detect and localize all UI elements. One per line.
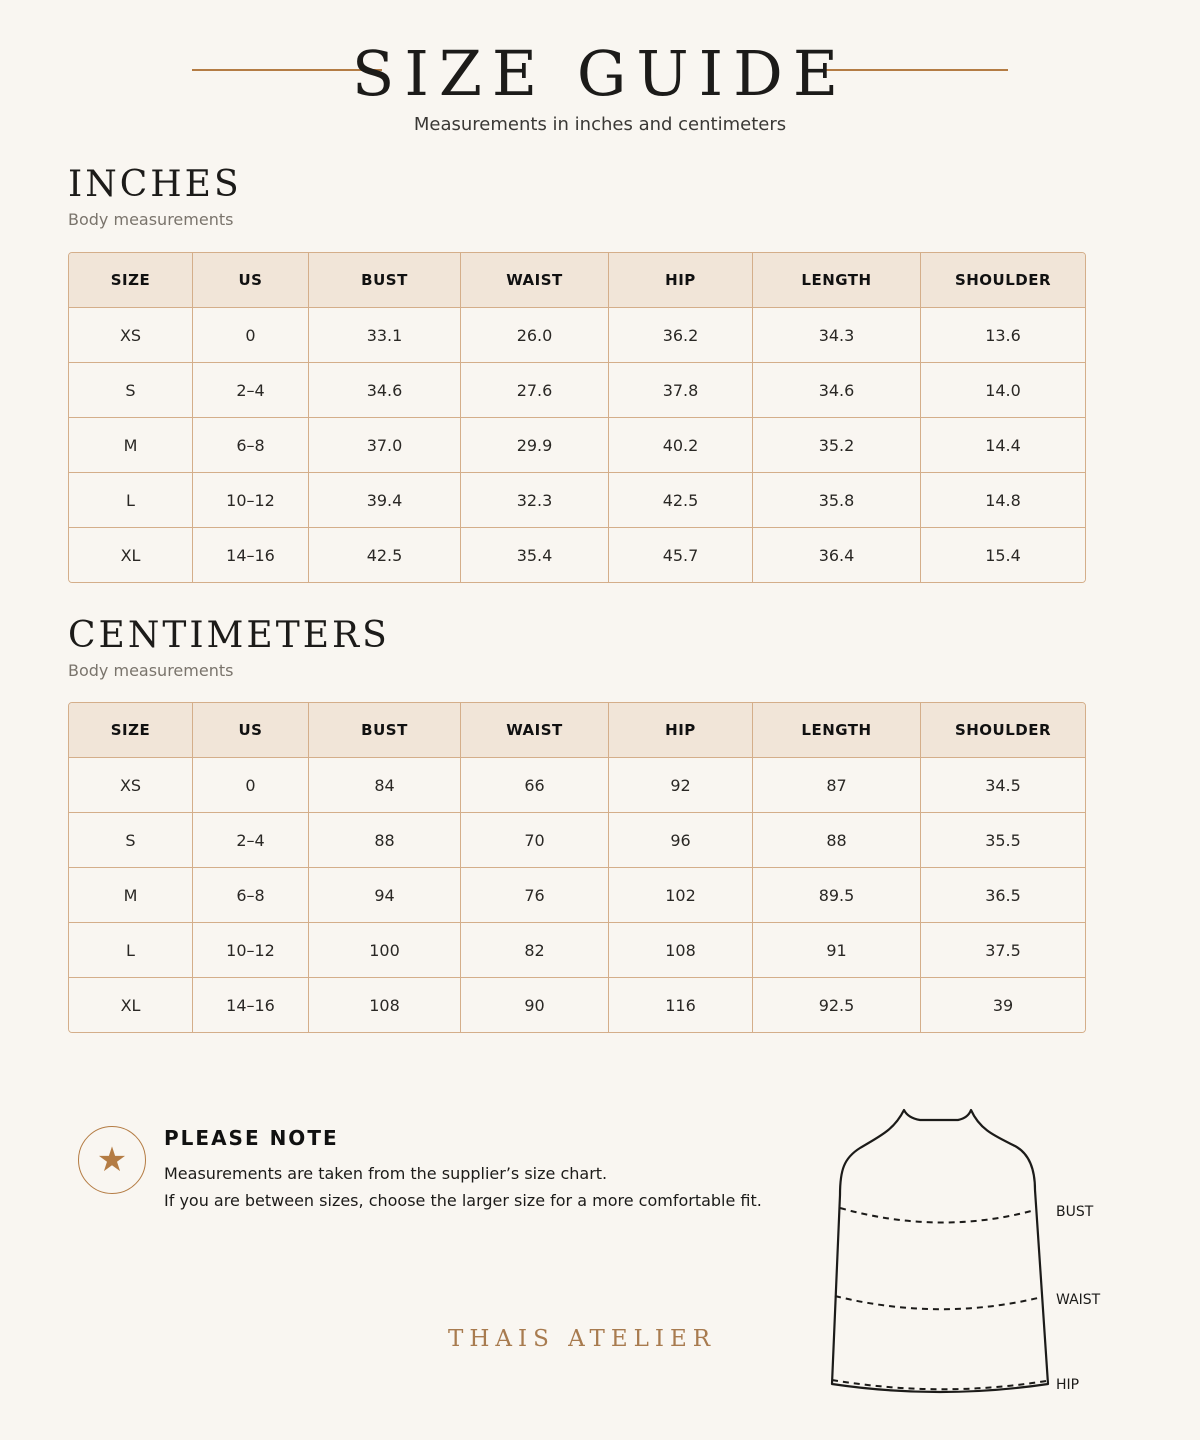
table-cell: 35.4 <box>461 528 609 582</box>
table-cell: 0 <box>193 308 309 363</box>
column-header: SIZE <box>69 253 193 308</box>
column-header: US <box>193 253 309 308</box>
table-cell: M <box>69 868 193 923</box>
inches-section-subtitle: Body measurements <box>68 210 234 229</box>
column-header: WAIST <box>461 703 609 758</box>
page-title: SIZE GUIDE <box>351 37 849 110</box>
table-cell: 34.5 <box>921 758 1085 813</box>
table-cell: 35.8 <box>753 473 921 528</box>
column-header: SHOULDER <box>921 253 1085 308</box>
table-cell: 14.4 <box>921 418 1085 473</box>
note-title: PLEASE NOTE <box>164 1126 339 1150</box>
table-cell: 37.5 <box>921 923 1085 978</box>
table-cell: 14.8 <box>921 473 1085 528</box>
table-cell: 33.1 <box>309 308 461 363</box>
table-cell: 2–4 <box>193 813 309 868</box>
garment-measurement-diagram <box>820 1100 1120 1410</box>
table-row <box>69 758 1085 813</box>
table-cell: 76 <box>461 868 609 923</box>
table-cell: 34.3 <box>753 308 921 363</box>
star-icon: ★ <box>78 1126 146 1194</box>
column-header: HIP <box>609 703 753 758</box>
centimeters-table <box>68 702 1086 1033</box>
table-cell: M <box>69 418 193 473</box>
table-cell: 27.6 <box>461 363 609 418</box>
table-row <box>69 308 1085 363</box>
column-header: US <box>193 703 309 758</box>
table-cell: 91 <box>753 923 921 978</box>
table-cell: 39.4 <box>309 473 461 528</box>
table-cell: 13.6 <box>921 308 1085 363</box>
table-cell: 90 <box>461 978 609 1032</box>
table-cell: 34.6 <box>753 363 921 418</box>
table-cell: 70 <box>461 813 609 868</box>
table-cell: XS <box>69 758 193 813</box>
table-cell: 2–4 <box>193 363 309 418</box>
waist-label: WAIST <box>1056 1292 1101 1308</box>
table-row <box>69 473 1085 528</box>
inches-table <box>68 252 1086 583</box>
table-cell: 42.5 <box>609 473 753 528</box>
table-cell: XL <box>69 978 193 1032</box>
table-cell: 14–16 <box>193 528 309 582</box>
column-header: BUST <box>309 703 461 758</box>
brand-name: THAIS ATELIER <box>448 1326 717 1352</box>
table-cell: 32.3 <box>461 473 609 528</box>
page-header <box>0 36 1200 146</box>
table-cell: 88 <box>753 813 921 868</box>
table-cell: 102 <box>609 868 753 923</box>
table-cell: 108 <box>309 978 461 1032</box>
table-cell: 14.0 <box>921 363 1085 418</box>
table-cell: L <box>69 923 193 978</box>
table-cell: 108 <box>609 923 753 978</box>
table-row <box>69 923 1085 978</box>
table-cell: 10–12 <box>193 923 309 978</box>
column-header: LENGTH <box>753 253 921 308</box>
inches-table-body <box>69 308 1085 582</box>
table-cell: 14–16 <box>193 978 309 1032</box>
note-line-2: If you are between sizes, choose the larger size for a more comfortable fit. <box>164 1191 762 1210</box>
column-header: SIZE <box>69 703 193 758</box>
hip-label: HIP <box>1056 1377 1080 1393</box>
table-cell: 84 <box>309 758 461 813</box>
centimeters-section-subtitle: Body measurements <box>68 661 234 680</box>
table-cell: XS <box>69 308 193 363</box>
table-cell: S <box>69 363 193 418</box>
column-header: SHOULDER <box>921 703 1085 758</box>
table-cell: 45.7 <box>609 528 753 582</box>
table-row <box>69 813 1085 868</box>
table-row <box>69 363 1085 418</box>
table-cell: 116 <box>609 978 753 1032</box>
table-row <box>69 528 1085 582</box>
table-cell: 100 <box>309 923 461 978</box>
column-header: WAIST <box>461 253 609 308</box>
table-cell: 36.2 <box>609 308 753 363</box>
waist-measure-line <box>835 1296 1042 1309</box>
column-header: HIP <box>609 253 753 308</box>
table-cell: 42.5 <box>309 528 461 582</box>
table-cell: 29.9 <box>461 418 609 473</box>
table-cell: 88 <box>309 813 461 868</box>
table-cell: 40.2 <box>609 418 753 473</box>
column-header: LENGTH <box>753 703 921 758</box>
page-subtitle: Measurements in inches and centimeters <box>413 114 787 135</box>
table-cell: 82 <box>461 923 609 978</box>
table-cell: 0 <box>193 758 309 813</box>
table-row <box>69 868 1085 923</box>
table-cell: 6–8 <box>193 418 309 473</box>
inches-header-row <box>69 253 1085 308</box>
centimeters-header-row <box>69 703 1085 758</box>
table-cell: 35.2 <box>753 418 921 473</box>
table-cell: 26.0 <box>461 308 609 363</box>
table-cell: 92.5 <box>753 978 921 1032</box>
bust-measure-line <box>840 1208 1035 1223</box>
centimeters-section-title: CENTIMETERS <box>68 615 390 656</box>
bust-label: BUST <box>1056 1204 1094 1220</box>
table-cell: 87 <box>753 758 921 813</box>
table-row <box>69 418 1085 473</box>
centimeters-table-body <box>69 758 1085 1032</box>
table-cell: 15.4 <box>921 528 1085 582</box>
note-line-1: Measurements are taken from the supplier’s size chart. <box>164 1164 608 1183</box>
table-cell: S <box>69 813 193 868</box>
table-cell: 96 <box>609 813 753 868</box>
table-row <box>69 978 1085 1032</box>
table-cell: 36.5 <box>921 868 1085 923</box>
table-cell: 35.5 <box>921 813 1085 868</box>
table-cell: XL <box>69 528 193 582</box>
table-cell: 36.4 <box>753 528 921 582</box>
table-cell: 92 <box>609 758 753 813</box>
table-cell: 39 <box>921 978 1085 1032</box>
table-cell: 34.6 <box>309 363 461 418</box>
table-cell: 10–12 <box>193 473 309 528</box>
table-cell: 94 <box>309 868 461 923</box>
table-cell: 66 <box>461 758 609 813</box>
column-header: BUST <box>309 253 461 308</box>
table-cell: 6–8 <box>193 868 309 923</box>
garment-outline <box>832 1110 1048 1392</box>
inches-section-title: INCHES <box>68 164 242 205</box>
table-cell: 37.0 <box>309 418 461 473</box>
table-cell: 89.5 <box>753 868 921 923</box>
table-cell: L <box>69 473 193 528</box>
table-cell: 37.8 <box>609 363 753 418</box>
